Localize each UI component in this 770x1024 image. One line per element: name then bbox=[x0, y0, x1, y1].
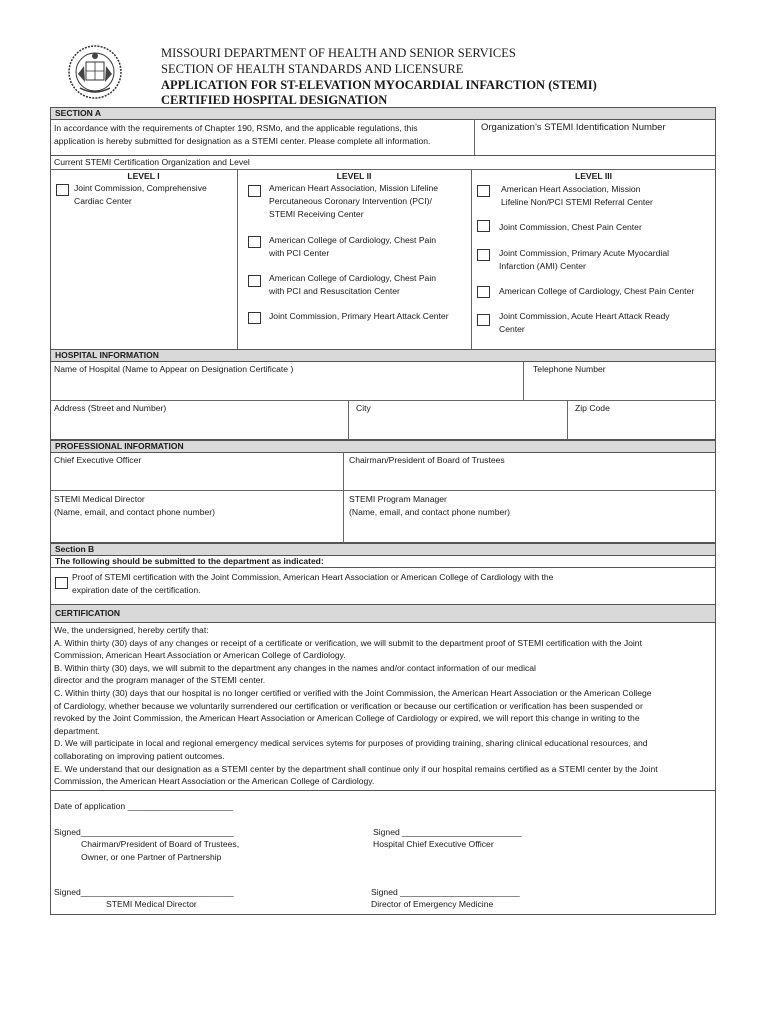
ceo-signature-line[interactable]: Signed _________________________ bbox=[373, 827, 522, 837]
certification-line: We, the undersigned, hereby certify that: bbox=[54, 625, 209, 635]
level2-acc-pci-resus-checkbox[interactable] bbox=[248, 275, 261, 287]
level2-option-label: STEMI Receiving Center bbox=[269, 209, 364, 219]
level2-jc-primary-heart-attack-checkbox[interactable] bbox=[248, 312, 261, 324]
level1-jc-comprehensive-checkbox[interactable] bbox=[56, 184, 69, 196]
certification-line: director and the program manager of the STEMI center. bbox=[54, 675, 266, 686]
level3-acc-chest-pain-checkbox[interactable] bbox=[477, 286, 490, 298]
ceo-label: Chief Executive Officer bbox=[54, 455, 142, 465]
certification-line: collaborating on improving patient outcomes. bbox=[54, 750, 225, 761]
form-subtitle: CERTIFIED HOSPITAL DESIGNATION bbox=[161, 93, 388, 107]
level3-option-label: Joint Commission, Acute Heart Attack Ready bbox=[499, 311, 670, 321]
section-b-item-line1: Proof of STEMI certification with the Joint Commission, American Heart Association or American College of Cardiology with the bbox=[72, 572, 554, 582]
emergency-director-signature-line[interactable]: Signed _________________________ bbox=[371, 887, 520, 897]
certification-line: Commission, American Heart Association or American College of Cardiology. bbox=[54, 650, 346, 661]
section-b-header: Section B bbox=[50, 543, 716, 556]
certification-header: CERTIFICATION bbox=[50, 604, 716, 623]
certification-line: B. Within thirty (30) days, we will submit to the department any changes in the names and/or contact information of our medical bbox=[54, 662, 536, 673]
level3-option-label: American Heart Association, Mission bbox=[501, 184, 641, 194]
certification-line: Commission, the American Heart Association or the American College of Cardiology. bbox=[54, 776, 375, 787]
certification-line: department. bbox=[54, 725, 100, 736]
telephone-label: Telephone Number bbox=[533, 364, 606, 374]
chairman-signature-line[interactable]: Signed________________________________ bbox=[54, 827, 234, 837]
section-a-header: SECTION A bbox=[50, 107, 716, 120]
level-2-title: LEVEL II bbox=[336, 171, 372, 181]
level1-option-label: Joint Commission, Comprehensive bbox=[74, 183, 207, 193]
level2-option-label: Percutaneous Coronary Intervention (PCI)/ bbox=[269, 196, 432, 206]
level2-option-label: Joint Commission, Primary Heart Attack Center bbox=[269, 311, 449, 321]
level-1-title: LEVEL I bbox=[127, 171, 160, 181]
hospital-name-label: Name of Hospital (Name to Appear on Designation Certificate ) bbox=[54, 364, 294, 374]
intro-text-line2: application is hereby submitted for designation as a STEMI center. Please complete all information. bbox=[54, 136, 431, 146]
medical-director-signature-role: STEMI Medical Director bbox=[106, 899, 197, 909]
chairman-label: Chairman/President of Board of Trustees bbox=[349, 455, 505, 465]
proof-of-certification-checkbox[interactable] bbox=[55, 577, 68, 589]
agency-name: MISSOURI DEPARTMENT OF HEALTH AND SENIOR SERVICES bbox=[161, 46, 516, 60]
form-title: APPLICATION FOR ST-ELEVATION MYOCARDIAL INFARCTION (STEMI) bbox=[161, 78, 597, 92]
level2-option-label: with PCI Center bbox=[269, 248, 330, 258]
level2-option-label: American College of Cardiology, Chest Pain bbox=[269, 273, 437, 283]
certification-line: E. We understand that our designation as a STEMI center by the department shall continue only if our hospital remains certified as a STEMI center by the Joint bbox=[54, 763, 658, 774]
state-seal-icon bbox=[66, 44, 124, 100]
emergency-director-signature-role: Director of Emergency Medicine bbox=[371, 899, 494, 909]
city-label: City bbox=[356, 403, 371, 413]
section-b-subtitle: The following should be submitted to the department as indicated: bbox=[50, 555, 716, 568]
medical-director-sublabel: (Name, email, and contact phone number) bbox=[54, 507, 215, 517]
telephone-field[interactable] bbox=[526, 376, 714, 398]
medical-director-field[interactable] bbox=[52, 519, 340, 541]
certification-line: D. We will participate in local and regional emergency medical services sytems for purposes of providing training, sharing clinical educational resources, and bbox=[54, 738, 648, 749]
level3-jc-acute-heart-attack-checkbox[interactable] bbox=[477, 314, 490, 326]
medical-director-label: STEMI Medical Director bbox=[54, 494, 145, 504]
level3-jc-primary-ami-checkbox[interactable] bbox=[477, 249, 490, 261]
chairman-field[interactable] bbox=[346, 467, 714, 488]
level3-option-label: Center bbox=[499, 324, 525, 334]
level3-option-label: American College of Cardiology, Chest Pain Center bbox=[499, 286, 695, 296]
level2-option-label: American College of Cardiology, Chest Pain bbox=[269, 235, 437, 245]
chairman-signature-role: Chairman/President of Board of Trustees, bbox=[81, 839, 240, 849]
address-field[interactable] bbox=[52, 415, 345, 438]
level2-acc-pci-checkbox[interactable] bbox=[248, 236, 261, 248]
intro-text-line1: In accordance with the requirements of Chapter 190, RSMo, and the applicable regulations, this bbox=[54, 123, 418, 133]
hospital-name-field[interactable] bbox=[52, 376, 520, 398]
program-manager-sublabel: (Name, email, and contact phone number) bbox=[349, 507, 510, 517]
ceo-field[interactable] bbox=[52, 467, 340, 488]
certification-line: C. Within thirty (30) days that our hospital is no longer certified or verified with the Joint Commission, the American Heart Association or the American College bbox=[54, 687, 652, 698]
certification-text bbox=[54, 624, 714, 788]
current-org-label: Current STEMI Certification Organization and Level bbox=[54, 157, 250, 167]
program-manager-field[interactable] bbox=[346, 519, 714, 541]
level3-option-label: Joint Commission, Primary Acute Myocardial bbox=[499, 248, 670, 258]
date-of-application-field[interactable]: Date of application ______________________ bbox=[54, 801, 233, 811]
zip-code-field[interactable] bbox=[570, 415, 714, 438]
chairman-signature-role-2: Owner, or one Partner of Partnership bbox=[81, 852, 222, 862]
city-field[interactable] bbox=[351, 415, 564, 438]
level2-option-label: American Heart Association, Mission Lifeline bbox=[269, 183, 439, 193]
level3-option-label: Lifeline Non/PCI STEMI Referral Center bbox=[501, 197, 653, 207]
level3-option-label: Joint Commission, Chest Pain Center bbox=[499, 222, 642, 232]
certification-line: A. Within thirty (30) days of any changes or receipt of a certificate or verification, we will submit to the department proof of STEMI certification with the Joint bbox=[54, 637, 642, 648]
level3-aha-referral-checkbox[interactable] bbox=[477, 185, 490, 197]
level1-option-label: Cardiac Center bbox=[74, 196, 132, 206]
level3-option-label: Infarction (AMI) Center bbox=[499, 261, 586, 271]
certification-line: revoked by the Joint Commission, the American Heart Association or American College of Cardiology or expired, we will report this change in writing to the bbox=[54, 713, 640, 724]
certification-line: of Cardiology, whether because we voluntarily surrendered our certification or verification or because our certification or verification has been suspended or bbox=[54, 700, 643, 711]
level2-aha-pci-checkbox[interactable] bbox=[248, 185, 261, 197]
zip-code-label: Zip Code bbox=[575, 403, 610, 413]
level2-option-label: with PCI and Resuscitation Center bbox=[269, 286, 400, 296]
medical-director-signature-line[interactable]: Signed________________________________ bbox=[54, 887, 234, 897]
address-label: Address (Street and Number) bbox=[54, 403, 167, 413]
section-name: SECTION OF HEALTH STANDARDS AND LICENSURE bbox=[161, 62, 464, 76]
level3-jc-chest-pain-checkbox[interactable] bbox=[477, 220, 490, 232]
section-b-item-line2: expiration date of the certification. bbox=[72, 585, 201, 595]
hospital-info-header: HOSPITAL INFORMATION bbox=[50, 349, 716, 362]
org-id-label: Organization’s STEMI Identification Number bbox=[481, 122, 666, 133]
level-3-title: LEVEL III bbox=[574, 171, 613, 181]
ceo-signature-role: Hospital Chief Executive Officer bbox=[373, 839, 494, 849]
org-id-field[interactable] bbox=[476, 137, 714, 154]
program-manager-label: STEMI Program Manager bbox=[349, 494, 447, 504]
professional-info-header: PROFESSIONAL INFORMATION bbox=[50, 440, 716, 453]
